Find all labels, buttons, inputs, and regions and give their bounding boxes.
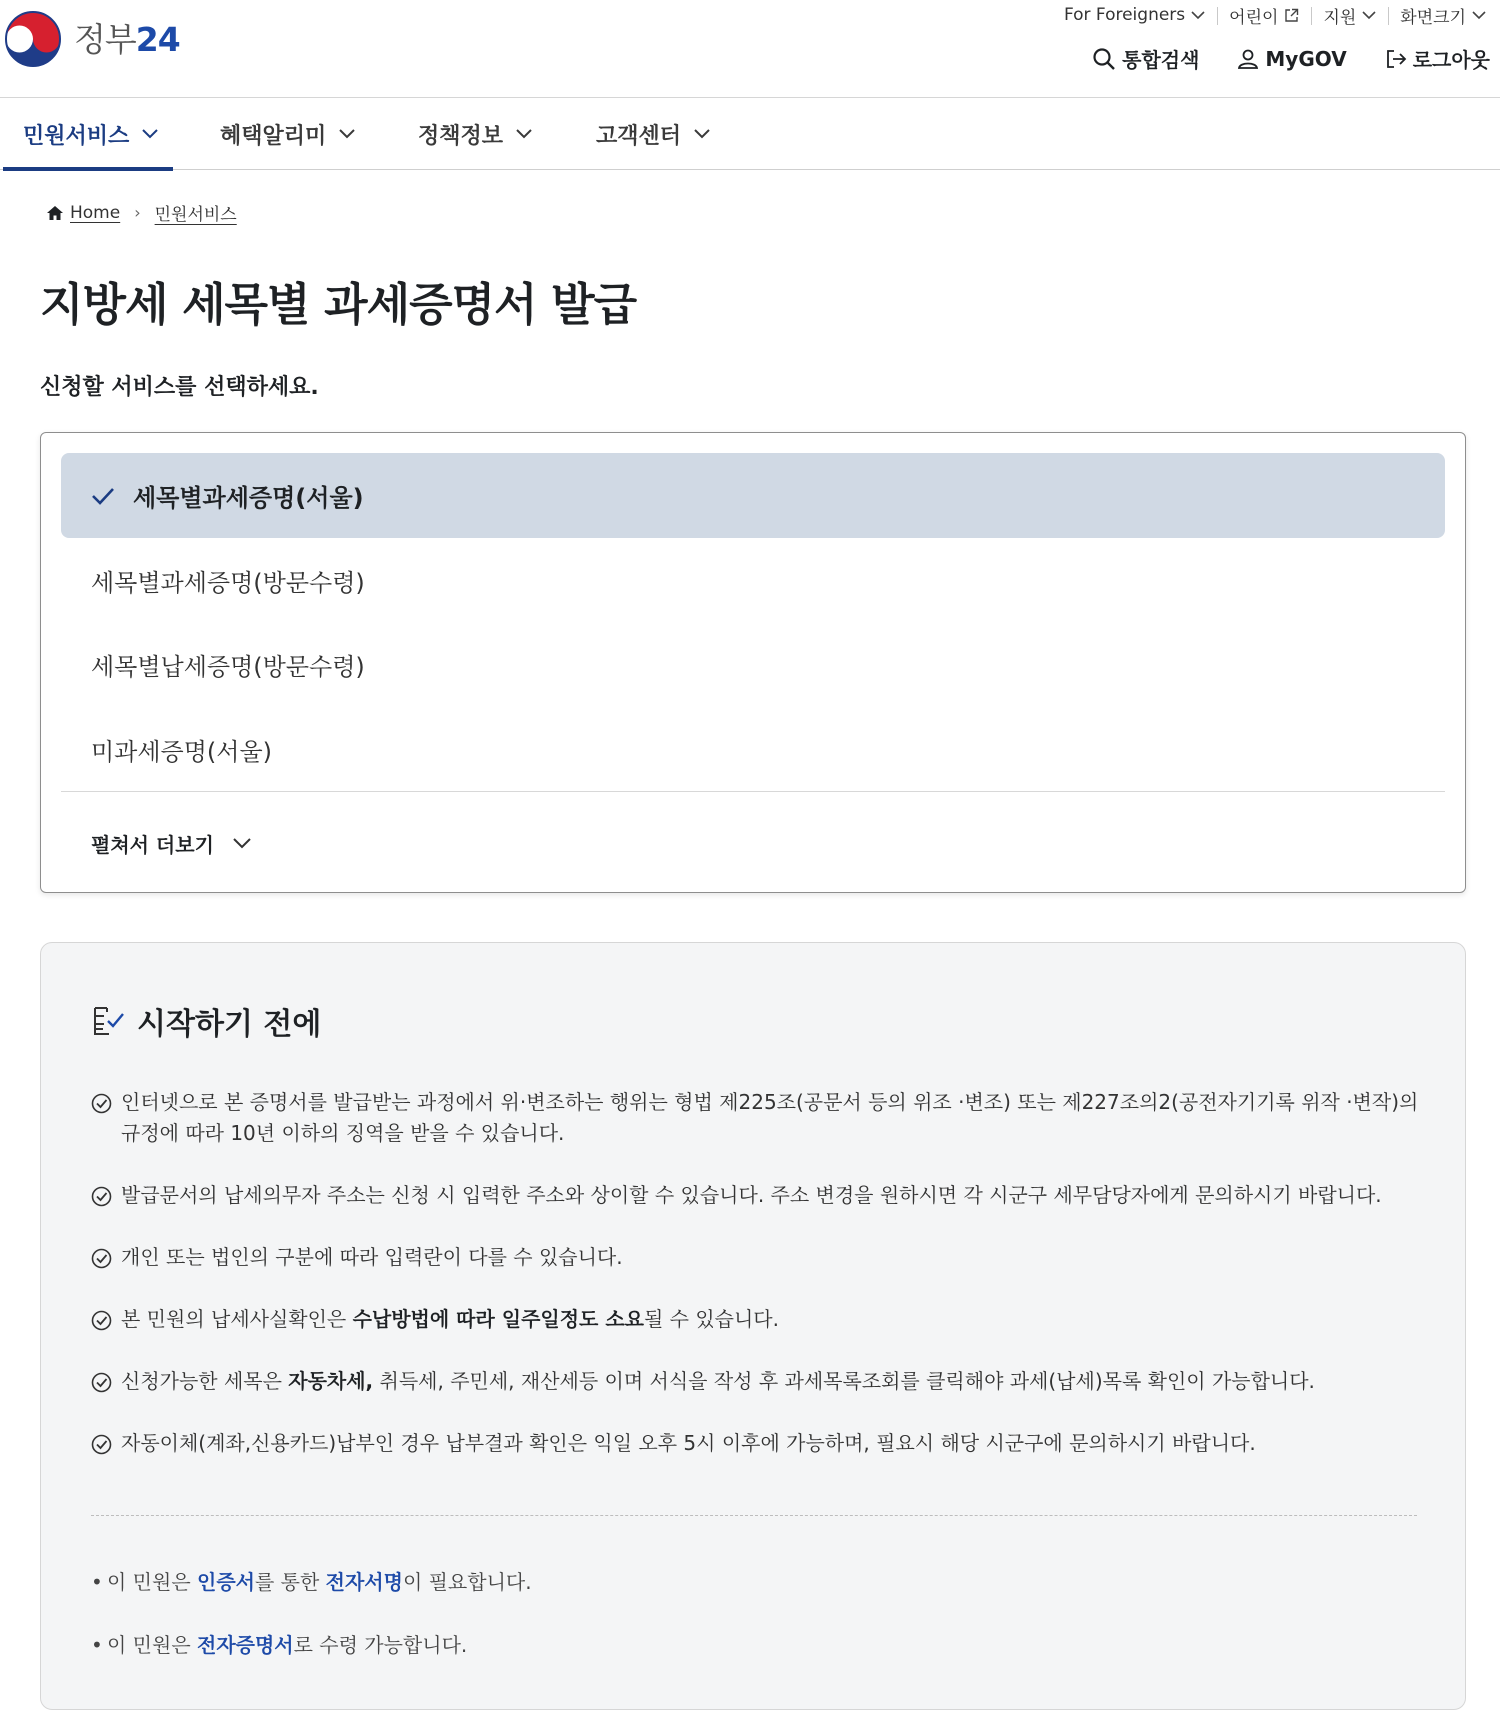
notice-item-text-post: 취득세, 주민세, 재산세등 이며 서식을 작성 후 과세목록조회를 클릭해야 과세(납세)목록 확인이 가능합니다. xyxy=(373,1369,1315,1393)
chevron-down-icon xyxy=(232,837,252,850)
site-header xyxy=(0,0,1500,98)
notice-title xyxy=(91,999,321,1043)
check-circle-icon xyxy=(91,1434,112,1455)
main-navigation xyxy=(0,98,1500,170)
requirement-text: 이 민원은 xyxy=(107,1570,197,1594)
logo-text-ko: 정부 xyxy=(74,19,136,59)
notice-item-text-bold: 수납방법에 따라 일주일정도 소요 xyxy=(352,1307,644,1331)
screen-size-label: 화면크기 xyxy=(1400,7,1466,28)
breadcrumb xyxy=(46,200,237,225)
notice-item-text: 인터넷으로 본 증명서를 발급받는 과정에서 위·변조하는 행위는 형법 제225조(공문서 등의 위조 ·변조) 또는 제227조의2(공전자기기록 위작 ·변작)의 규정에 따라 10년 이하의 징역을 받을 수 있습니다. xyxy=(121,1090,1419,1145)
check-circle-icon xyxy=(91,1093,112,1114)
requirement-item xyxy=(91,1630,532,1660)
gnb-customer-center-label: 고객센터 xyxy=(596,123,682,149)
chevron-down-icon xyxy=(693,128,711,140)
breadcrumb-home-link[interactable]: Home xyxy=(70,202,121,223)
certificate-link[interactable]: 인증서 xyxy=(197,1570,255,1594)
service-option[interactable] xyxy=(61,707,1445,792)
notice-item-text-post: 될 수 있습니다. xyxy=(643,1307,779,1331)
search-icon xyxy=(1092,47,1116,71)
service-option-label: 세목별과세증명(방문수령) xyxy=(91,569,365,597)
notice-item xyxy=(91,1304,1421,1335)
service-option[interactable] xyxy=(61,622,1445,707)
check-icon xyxy=(91,486,115,506)
kids-link[interactable] xyxy=(1217,4,1311,26)
notice-title-label: 시작하기 전에 xyxy=(137,1007,322,1042)
logo-text-num: 24 xyxy=(135,19,180,59)
chevron-down-icon xyxy=(515,128,533,140)
notice-item xyxy=(91,1242,1421,1273)
mygov-button[interactable] xyxy=(1237,47,1346,71)
check-circle-icon xyxy=(91,1310,112,1331)
external-link-icon xyxy=(1284,8,1299,23)
notice-item xyxy=(91,1366,1421,1397)
service-option-label: 세목별과세증명(서울) xyxy=(133,484,364,512)
chevron-down-icon xyxy=(141,128,159,140)
service-option[interactable] xyxy=(61,538,1445,623)
gnb-policy-info[interactable] xyxy=(418,98,533,170)
gnb-customer-center[interactable] xyxy=(596,98,711,170)
search-label: 통합검색 xyxy=(1122,48,1200,72)
expand-more-button[interactable] xyxy=(91,829,252,858)
support-menu[interactable] xyxy=(1311,4,1388,26)
logo-text xyxy=(74,19,180,59)
logout-icon xyxy=(1385,48,1407,70)
chevron-down-icon xyxy=(1362,10,1376,20)
checklist-icon xyxy=(91,1004,125,1038)
taegeuk-logo-icon xyxy=(4,10,62,68)
service-option-label: 미과세증명(서울) xyxy=(91,738,273,766)
user-icon xyxy=(1237,48,1259,70)
notice-item xyxy=(91,1428,1421,1459)
utility-menu xyxy=(1052,4,1498,26)
gnb-civil-service-label: 민원서비스 xyxy=(23,123,130,149)
requirement-text: 이 민원은 xyxy=(107,1633,197,1657)
requirement-text: 로 수령 가능합니다. xyxy=(293,1633,468,1657)
logout-button[interactable] xyxy=(1385,44,1490,73)
for-foreigners-label: For Foreigners xyxy=(1063,5,1186,25)
for-foreigners-menu[interactable] xyxy=(1052,4,1217,26)
notice-item-text-pre: 신청가능한 세목은 xyxy=(121,1369,289,1393)
page-title: 지방세 세목별 과세증명서 발급 xyxy=(40,278,637,331)
screen-size-menu[interactable] xyxy=(1388,4,1498,26)
service-option-label: 세목별납세증명(방문수령) xyxy=(91,653,365,681)
service-select-box xyxy=(40,432,1466,893)
before-start-notice xyxy=(40,942,1466,1710)
page-subtitle: 신청할 서비스를 선택하세요. xyxy=(40,375,319,400)
mygov-label: MyGOV xyxy=(1265,46,1347,71)
home-icon xyxy=(46,205,64,221)
breadcrumb-current-link[interactable]: 민원서비스 xyxy=(154,205,237,225)
notice-item-text: 자동이체(계좌,신용카드)납부인 경우 납부결과 확인은 익일 오후 5시 이후에 가능하며, 필요시 해당 시군구에 문의하시기 바랍니다. xyxy=(121,1431,1256,1455)
gnb-civil-service[interactable] xyxy=(23,98,159,170)
requirement-list xyxy=(91,1567,532,1693)
gnb-benefit-alert[interactable] xyxy=(220,98,356,170)
notice-item xyxy=(91,1180,1421,1211)
notice-item-text-pre: 본 민원의 납세사실확인은 xyxy=(121,1307,353,1331)
gov24-logo[interactable] xyxy=(4,10,180,68)
check-circle-icon xyxy=(91,1186,112,1207)
gnb-benefit-alert-label: 혜택알리미 xyxy=(220,123,327,149)
chevron-down-icon xyxy=(338,128,356,140)
integrated-search-button[interactable] xyxy=(1092,44,1199,73)
requirement-text: 를 통한 xyxy=(254,1570,326,1594)
chevron-down-icon xyxy=(1472,10,1486,20)
check-circle-icon xyxy=(91,1372,112,1393)
service-option[interactable] xyxy=(61,453,1445,538)
divider xyxy=(61,791,1445,792)
logout-label: 로그아웃 xyxy=(1412,48,1490,72)
e-certificate-link[interactable]: 전자증명서 xyxy=(197,1633,294,1657)
notice-item-text: 발급문서의 납세의무자 주소는 신청 시 입력한 주소와 상이할 수 있습니다. 주소 변경을 원하시면 각 시군구 세무담당자에게 문의하시기 바랍니다. xyxy=(121,1183,1382,1207)
top-navigation xyxy=(1054,44,1490,73)
support-label: 지원 xyxy=(1323,7,1357,28)
expand-more-label: 펼쳐서 더보기 xyxy=(91,833,214,857)
notice-list xyxy=(91,1087,1421,1490)
kids-label: 어린이 xyxy=(1229,7,1279,28)
notice-item-text: 개인 또는 법인의 구분에 따라 입력란이 다를 수 있습니다. xyxy=(121,1245,623,1269)
chevron-down-icon xyxy=(1191,10,1205,20)
check-circle-icon xyxy=(91,1248,112,1269)
notice-item-text-bold: 자동차세, xyxy=(288,1369,374,1393)
requirement-text: 이 필요합니다. xyxy=(402,1570,532,1594)
gnb-policy-info-label: 정책정보 xyxy=(418,123,504,149)
e-signature-link[interactable]: 전자서명 xyxy=(325,1570,403,1594)
requirement-item xyxy=(91,1567,532,1597)
notice-item xyxy=(91,1087,1421,1149)
dashed-divider xyxy=(91,1515,1417,1516)
chevron-right-icon: › xyxy=(134,203,141,222)
